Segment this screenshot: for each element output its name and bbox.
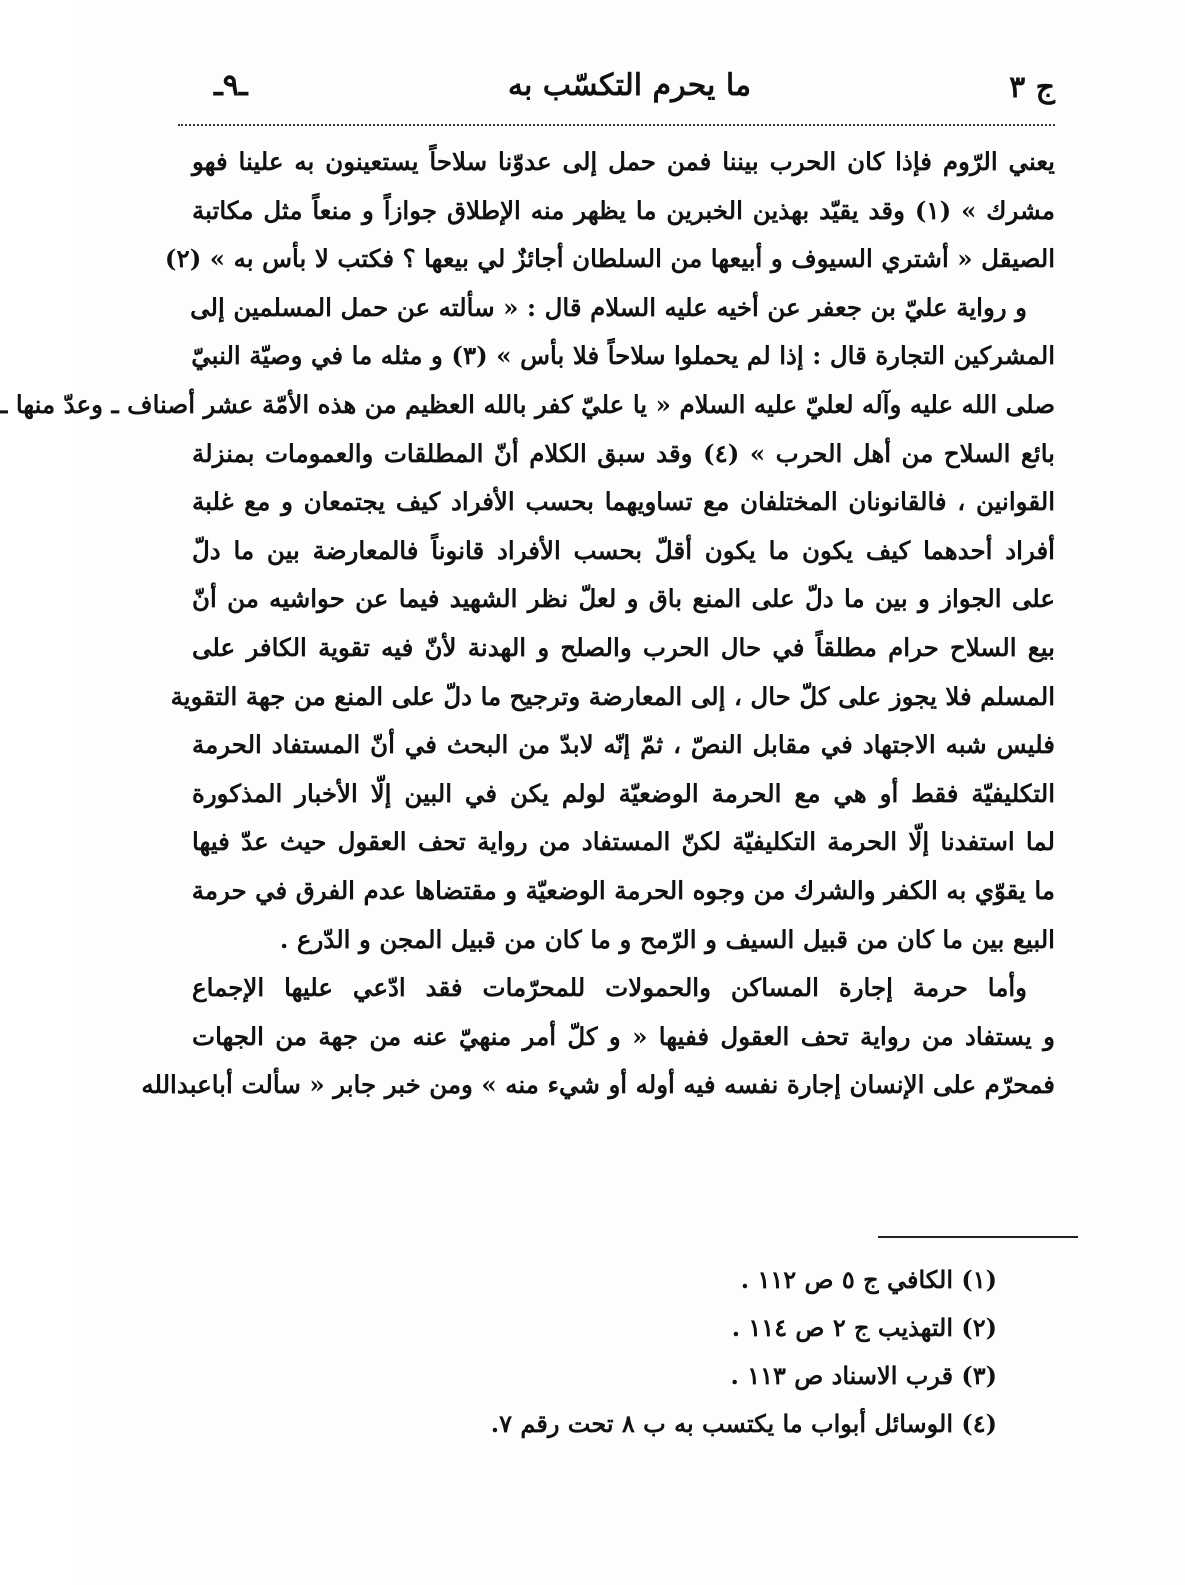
text-line: البيع بين ما كان من قبيل السيف و الرّمح و ما كان من قبيل المجن و الدّرع .	[279, 924, 1055, 954]
running-header	[204, 66, 1055, 114]
text-line: القوانين ، فالقانونان المختلفان مع تساويهما بحسب الأفراد كيف يجتمعان و مع غلبة	[192, 487, 1055, 517]
text-line: صلى الله عليه وآله لعليّ عليه السلام « يا عليّ كفر بالله العظيم من هذه الأمّة عشر أصناف ـ وعدّ منها ـ	[0, 389, 1055, 419]
text-line: فليس شبه الاجتهاد في مقابل النصّ ، ثمّ إنّه لابدّ من البحث في أنّ المستفاد الحرمة	[192, 730, 1055, 760]
footnote: (٣) قرب الاسناد ص ١١٣ .	[730, 1361, 997, 1390]
text-line: و رواية عليّ بن جعفر عن أخيه عليه السلام قال : « سألته عن حمل المسلمين إلى	[190, 292, 1027, 322]
footnote-divider	[878, 1236, 1078, 1238]
text-line: و يستفاد من رواية تحف العقول ففيها « و كلّ أمر منهيّ عنه من جهة من الجهات	[192, 1021, 1055, 1051]
text-line: المشركين التجارة قال : إذا لم يحملوا سلاحاً فلا بأس » (٣) و مثله ما في وصيّة النبيّ	[191, 341, 1055, 371]
text-line: ما يقوّي به الكفر والشرك من وجوه الحرمة الوضعيّة و مقتضاها عدم الفرق في حرمة	[191, 875, 1055, 905]
text-line: بائع السلاح من أهل الحرب » (٤) وقد سبق الكلام أنّ المطلقات والعمومات بمنزلة	[192, 438, 1056, 468]
page-number: ـ٩ـ	[214, 68, 248, 103]
text-line: على الجواز و بين ما دلّ على المنع باق و لعلّ نظر الشهيد فيما عن حواشيه من أنّ	[192, 584, 1055, 614]
footnote: (٤) الوسائل أبواب ما يكتسب به ب ٨ تحت رقم ٧.	[490, 1409, 997, 1438]
running-title: ما يحرم التكسّب به	[507, 68, 752, 103]
text-line: لما استفدنا إلّا الحرمة التكليفيّة لكنّ المستفاد من رواية تحف العقول حيث عدّ فيها	[192, 827, 1055, 857]
text-line: التكليفيّة فقط أو هي مع الحرمة الوضعيّة لولم يكن في البين إلّا الأخبار المذكورة	[192, 778, 1055, 808]
text-line: الصيقل « أشتري السيوف و أبيعها من السلطان أجائزٌ لي بيعها ؟ فكتب لا بأس به » (٢)	[164, 244, 1055, 274]
text-line: يعني الرّوم فإذا كان الحرب بيننا فمن حمل إلى عدوّنا سلاحاً يستعينون به علينا فهو	[192, 147, 1055, 176]
footnote: (١) الكافي ج ٥ ص ١١٢ .	[740, 1265, 997, 1294]
main-text	[0, 138, 1056, 1110]
footnote: (٢) التهذيب ج ٢ ص ١١٤ .	[731, 1313, 997, 1342]
text-line: أفراد أحدهما كيف يكون ما يكون أقلّ بحسب الأفراد قانوناً فالمعارضة بين ما دلّ	[192, 535, 1055, 565]
text-line: بيع السلاح حرام مطلقاً في حال الحرب والصلح و الهدنة لأنّ فيه تقوية الكافر على	[192, 632, 1055, 662]
footnotes	[274, 1256, 997, 1448]
header-divider	[178, 124, 1055, 126]
text-line: المسلم فلا يجوز على كلّ حال ، إلى المعارضة وترجيح ما دلّ على المنع من جهة التقوية	[170, 681, 1055, 711]
volume-label: ج ٣	[1009, 70, 1055, 105]
text-line: وأما حرمة إجارة المساكن والحمولات للمحرّمات فقد ادّعي عليها الإجماع	[192, 973, 1027, 1003]
text-line: مشرك » (١) وقد يقيّد بهذين الخبرين ما يظهر منه الإطلاق جوازاً و منعاً مثل مكاتبة	[192, 195, 1055, 225]
text-line: فمحرّم على الإنسان إجارة نفسه فيه أوله أو شيء منه » ومن خبر جابر « سألت أباعبدالله	[141, 1070, 1055, 1100]
